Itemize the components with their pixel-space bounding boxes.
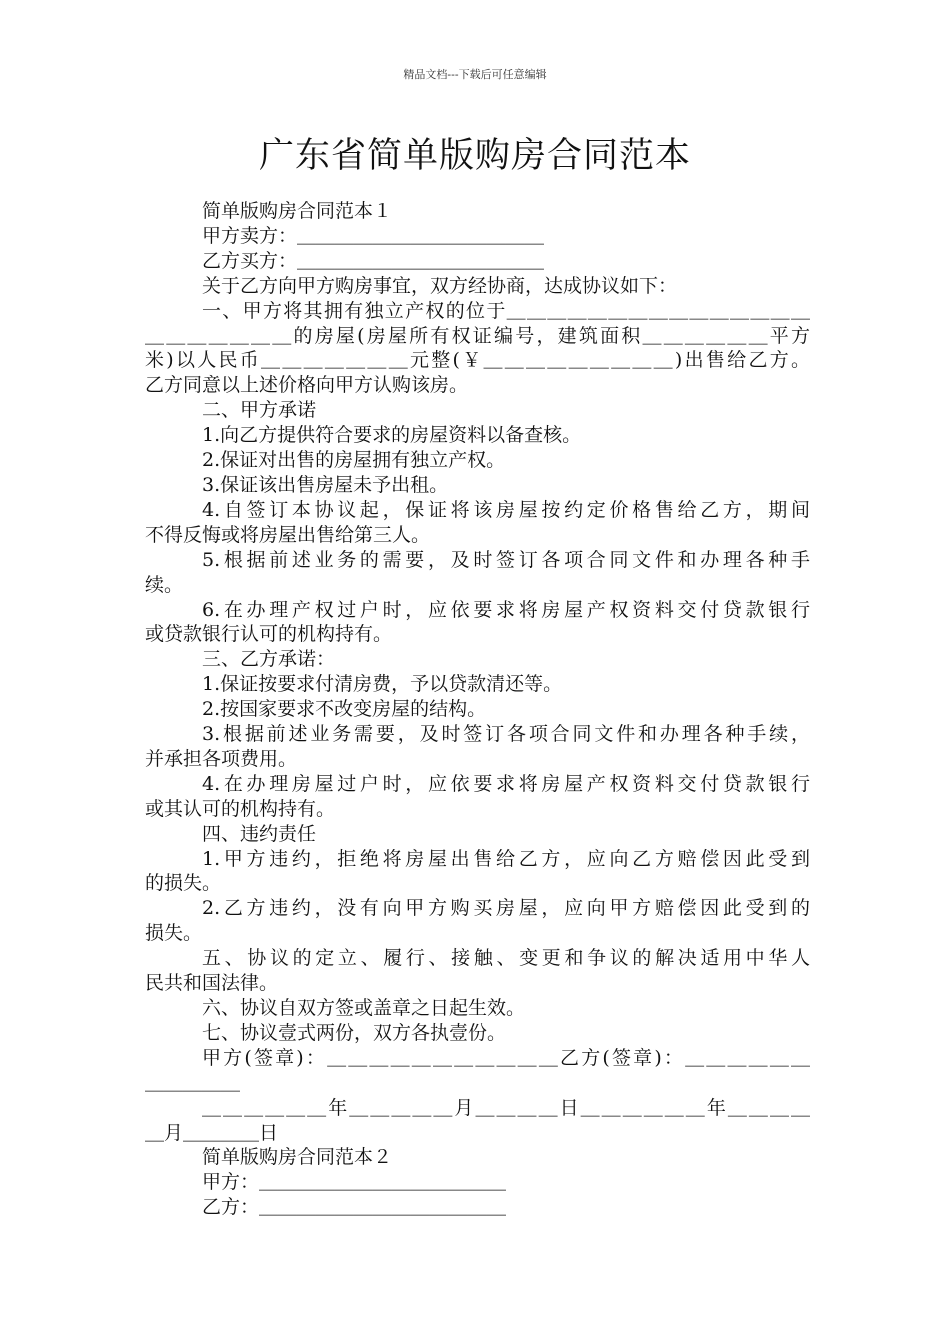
document-title: 广东省简单版购房合同范本 [258,136,691,176]
text-line: 1.保证按要求付清房费，予以贷款清还等。 [202,673,563,696]
text-line: 2.保证对出售的房屋拥有独立产权。 [202,449,506,472]
text-line: 的损失。 [145,872,222,895]
text-line: ＿＿＿＿＿＿年＿＿＿＿＿月＿＿＿＿日＿＿＿＿＿＿年＿＿＿＿ [202,1096,810,1119]
document-body [145,199,810,1220]
text-line: 四、违约责任 [202,822,317,845]
text-line: 甲方(签章)：＿＿＿＿＿＿＿＿＿＿＿乙方(签章)：＿＿＿＿＿＿ [202,1046,810,1069]
text-line: 简单版购房合同范本２ [202,1146,393,1169]
text-line: ＿月＿＿＿＿日 [145,1121,279,1144]
text-line: 六、协议自双方签或盖章之日起生效。 [202,997,526,1019]
text-line: 一、甲方将其拥有独立产权的位于＿＿＿＿＿＿＿＿＿＿＿＿＿＿＿ [202,299,810,322]
text-line: 2.按国家要求不改变房屋的结构。 [202,698,487,721]
text-line: 4.自签订本协议起，保证将该房屋按约定价格售给乙方，期间 [202,498,810,521]
text-line: ＿＿＿＿＿ [145,1071,241,1094]
text-line: 或其认可的机构持有。 [145,797,336,820]
text-line: 4.在办理房屋过户时，应依要求将房屋产权资料交付贷款银行 [202,772,810,795]
text-line: 2.乙方违约，没有向甲方购买房屋，应向甲方赔偿因此受到的 [202,897,810,920]
text-line: ＿＿＿＿＿＿＿的房屋(房屋所有权证编号，建筑面积＿＿＿＿＿＿平方 [145,324,810,347]
text-line: 续。 [145,573,184,596]
text-line: 甲方卖方：＿＿＿＿＿＿＿＿＿＿＿＿＿ [202,224,545,247]
text-line: 6.在办理产权过户时，应依要求将房屋产权资料交付贷款银行 [202,598,810,621]
text-line: 民共和国法律。 [145,972,279,995]
text-line: 1.甲方违约，拒绝将房屋出售给乙方，应向乙方赔偿因此受到 [202,847,810,870]
text-line: 简单版购房合同范本１ [202,200,393,222]
text-line: 5.根据前述业务的需要，及时签订各项合同文件和办理各种手 [202,548,810,571]
text-line: 七、协议壹式两份，双方各执壹份。 [202,1021,507,1044]
text-line: 3.根据前述业务需要，及时签订各项合同文件和办理各种手续， [202,723,810,746]
text-line: 米)以人民币＿＿＿＿＿＿＿元整(￥＿＿＿＿＿＿＿＿＿)出售给乙方。 [145,349,810,372]
text-line: 乙方同意以上述价格向甲方认购该房。 [145,374,469,397]
text-line: 损失。 [145,922,203,945]
header-note: 精品文档---下载后可任意编辑 [403,68,547,81]
text-line: 或贷款银行认可的机构持有。 [145,623,393,646]
text-line: 二、甲方承诺 [202,399,317,422]
text-line: 3.保证该出售房屋未予出租。 [202,473,449,496]
text-line: 五、协议的定立、履行、接触、变更和争议的解决适用中华人 [202,947,810,970]
text-line: 乙方买方：＿＿＿＿＿＿＿＿＿＿＿＿＿ [202,249,545,272]
text-line: 不得反悔或将房屋出售给第三人。 [145,523,431,546]
text-line: 并承担各项费用。 [145,747,298,770]
text-line: 1.向乙方提供符合要求的房屋资料以备查核。 [202,424,582,447]
text-line: 乙方：＿＿＿＿＿＿＿＿＿＿＿＿＿ [202,1196,507,1219]
text-line: 关于乙方向甲方购房事宜，双方经协商，达成协议如下： [202,274,678,297]
text-line: 三、乙方承诺： [202,648,336,671]
text-line: 甲方：＿＿＿＿＿＿＿＿＿＿＿＿＿ [202,1171,507,1194]
